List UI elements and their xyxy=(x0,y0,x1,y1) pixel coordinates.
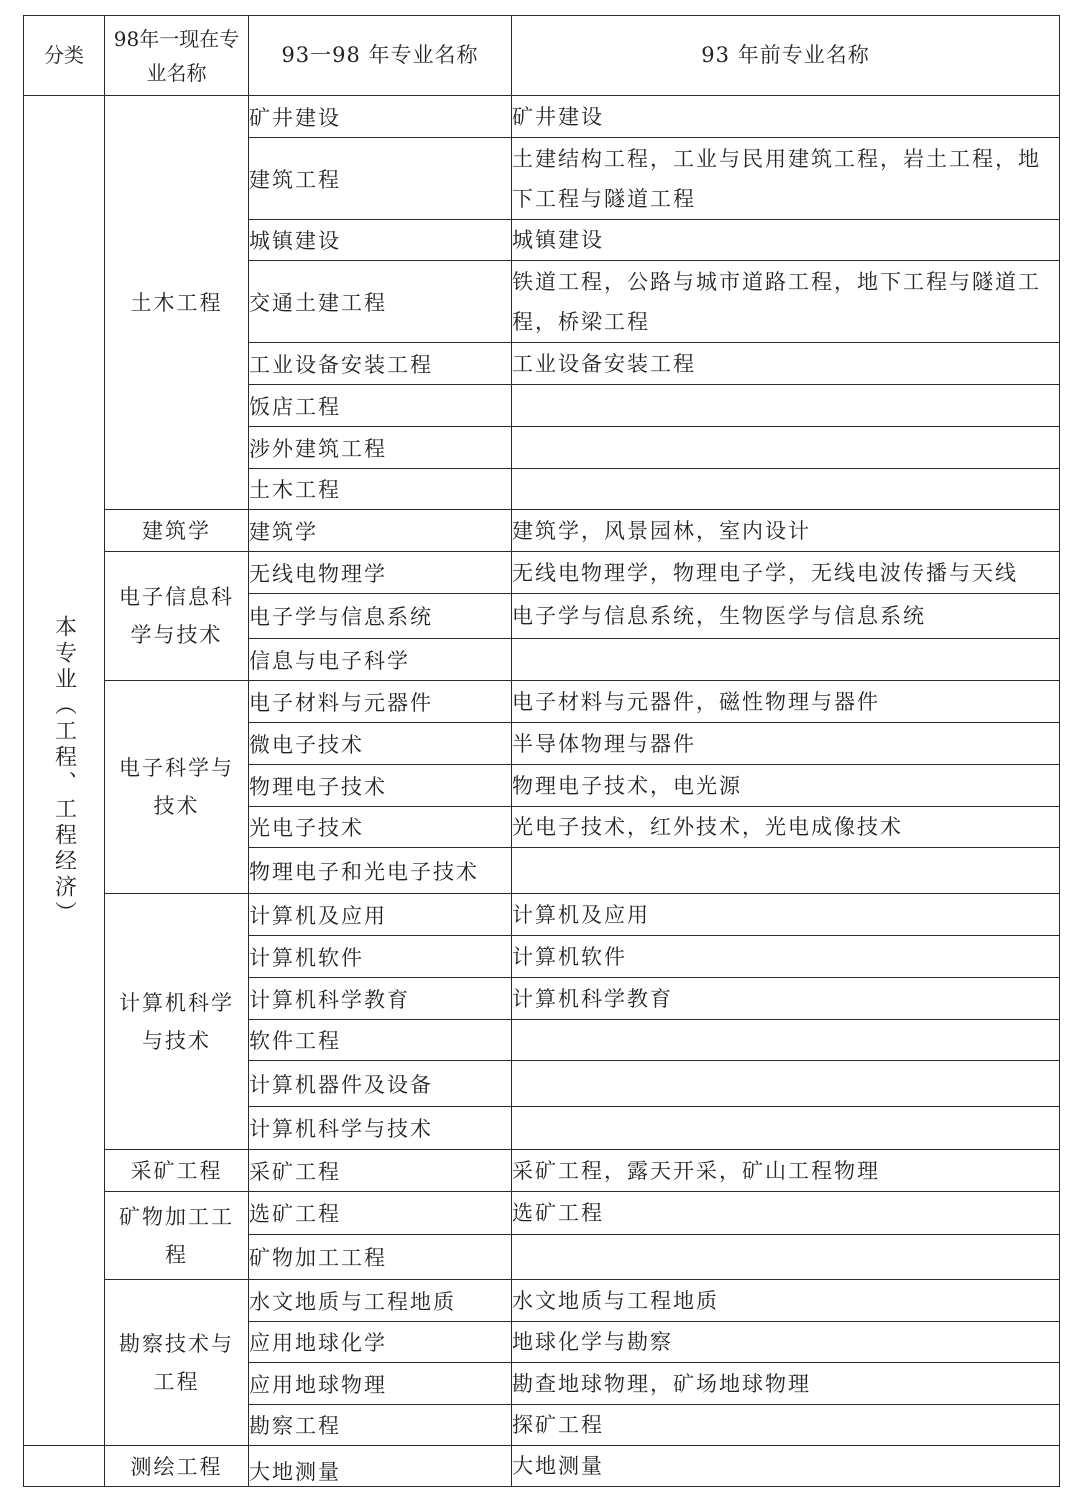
name-pre93-cell xyxy=(512,1107,1060,1150)
name-93-98-cell: 采矿工程 xyxy=(249,1150,512,1192)
name-93-98-cell: 饭店工程 xyxy=(249,385,512,427)
name-93-98-cell: 选矿工程 xyxy=(249,1192,512,1235)
name-93-98-cell: 软件工程 xyxy=(249,1020,512,1061)
major-group-cell: 电子科学与技术 xyxy=(105,681,249,894)
name-pre93-cell xyxy=(512,469,1060,510)
name-93-98-cell: 计算机器件及设备 xyxy=(249,1061,512,1107)
name-pre93-cell: 建筑学，风景园林，室内设计 xyxy=(512,510,1060,552)
major-group-cell: 建筑学 xyxy=(105,510,249,552)
name-pre93-cell: 大地测量 xyxy=(512,1446,1060,1487)
name-pre93-cell xyxy=(512,1061,1060,1107)
name-pre93-cell: 铁道工程，公路与城市道路工程，地下工程与隧道工程，桥梁工程 xyxy=(512,261,1060,343)
name-93-98-cell: 工业设备安装工程 xyxy=(249,343,512,385)
name-pre93-cell: 选矿工程 xyxy=(512,1192,1060,1235)
name-93-98-cell: 建筑学 xyxy=(249,510,512,552)
major-name-comparison-table xyxy=(23,15,1060,1487)
name-93-98-cell: 计算机科学教育 xyxy=(249,978,512,1020)
table-row xyxy=(24,1150,1060,1192)
major-group-cell: 电子信息科学与技术 xyxy=(105,552,249,681)
name-pre93-cell: 水文地质与工程地质 xyxy=(512,1280,1060,1322)
major-group-cell: 计算机科学与技术 xyxy=(105,894,249,1150)
name-93-98-cell: 无线电物理学 xyxy=(249,552,512,594)
name-pre93-cell: 矿井建设 xyxy=(512,96,1060,138)
header-category: 分类 xyxy=(24,16,105,96)
table-row xyxy=(24,1192,1060,1235)
name-pre93-cell: 地球化学与勘察 xyxy=(512,1322,1060,1363)
name-93-98-cell: 土木工程 xyxy=(249,469,512,510)
name-pre93-cell: 工业设备安装工程 xyxy=(512,343,1060,385)
major-group-cell: 矿物加工工程 xyxy=(105,1192,249,1280)
name-93-98-cell: 水文地质与工程地质 xyxy=(249,1280,512,1322)
name-93-98-cell: 电子材料与元器件 xyxy=(249,681,512,723)
table-row xyxy=(24,1446,1060,1487)
name-pre93-cell xyxy=(512,385,1060,427)
name-pre93-cell: 计算机及应用 xyxy=(512,894,1060,936)
name-93-98-cell: 计算机软件 xyxy=(249,936,512,978)
name-93-98-cell: 勘察工程 xyxy=(249,1405,512,1446)
header-row xyxy=(24,16,1060,96)
name-pre93-cell: 物理电子技术，电光源 xyxy=(512,765,1060,807)
table-row xyxy=(24,510,1060,552)
name-pre93-cell xyxy=(512,1020,1060,1061)
name-93-98-cell: 计算机及应用 xyxy=(249,894,512,936)
name-93-98-cell: 交通土建工程 xyxy=(249,261,512,343)
name-pre93-cell: 勘查地球物理，矿场地球物理 xyxy=(512,1363,1060,1405)
header-93-98-name: 93一98 年专业名称 xyxy=(249,16,512,96)
name-93-98-cell: 涉外建筑工程 xyxy=(249,427,512,469)
header-current-name: 98年一现在专业名称 xyxy=(105,16,249,96)
major-group-cell: 测绘工程 xyxy=(105,1446,249,1487)
table-row xyxy=(24,1280,1060,1322)
name-pre93-cell: 电子材料与元器件，磁性物理与器件 xyxy=(512,681,1060,723)
name-pre93-cell: 无线电物理学，物理电子学，无线电波传播与天线 xyxy=(512,552,1060,594)
name-93-98-cell: 光电子技术 xyxy=(249,807,512,848)
name-93-98-cell: 微电子技术 xyxy=(249,723,512,765)
name-93-98-cell: 大地测量 xyxy=(249,1446,512,1487)
name-pre93-cell xyxy=(512,427,1060,469)
table-row xyxy=(24,96,1060,138)
name-pre93-cell: 电子学与信息系统，生物医学与信息系统 xyxy=(512,594,1060,639)
name-pre93-cell xyxy=(512,848,1060,894)
name-pre93-cell: 探矿工程 xyxy=(512,1405,1060,1446)
name-pre93-cell: 光电子技术，红外技术，光电成像技术 xyxy=(512,807,1060,848)
name-pre93-cell: 土建结构工程，工业与民用建筑工程，岩土工程，地下工程与隧道工程 xyxy=(512,138,1060,220)
table-body xyxy=(24,96,1060,1487)
name-93-98-cell: 信息与电子科学 xyxy=(249,639,512,681)
name-93-98-cell: 矿物加工工程 xyxy=(249,1235,512,1280)
name-pre93-cell: 采矿工程，露天开采，矿山工程物理 xyxy=(512,1150,1060,1192)
table-row xyxy=(24,894,1060,936)
category-cell: 本专业（工程、工程经济） xyxy=(24,96,105,1446)
name-pre93-cell xyxy=(512,1235,1060,1280)
category-cell-empty xyxy=(24,1446,105,1487)
major-group-cell: 勘察技术与工程 xyxy=(105,1280,249,1446)
table-row xyxy=(24,681,1060,723)
name-pre93-cell: 半导体物理与器件 xyxy=(512,723,1060,765)
name-93-98-cell: 计算机科学与技术 xyxy=(249,1107,512,1150)
name-93-98-cell: 应用地球化学 xyxy=(249,1322,512,1363)
name-93-98-cell: 城镇建设 xyxy=(249,220,512,261)
name-93-98-cell: 电子学与信息系统 xyxy=(249,594,512,639)
header-pre93-name: 93 年前专业名称 xyxy=(512,16,1060,96)
name-pre93-cell xyxy=(512,639,1060,681)
name-93-98-cell: 物理电子和光电子技术 xyxy=(249,848,512,894)
major-group-cell: 采矿工程 xyxy=(105,1150,249,1192)
name-pre93-cell: 计算机软件 xyxy=(512,936,1060,978)
name-93-98-cell: 物理电子技术 xyxy=(249,765,512,807)
name-93-98-cell: 建筑工程 xyxy=(249,138,512,220)
name-93-98-cell: 应用地球物理 xyxy=(249,1363,512,1405)
name-93-98-cell: 矿井建设 xyxy=(249,96,512,138)
name-pre93-cell: 计算机科学教育 xyxy=(512,978,1060,1020)
major-group-cell: 土木工程 xyxy=(105,96,249,510)
table-row xyxy=(24,552,1060,594)
name-pre93-cell: 城镇建设 xyxy=(512,220,1060,261)
